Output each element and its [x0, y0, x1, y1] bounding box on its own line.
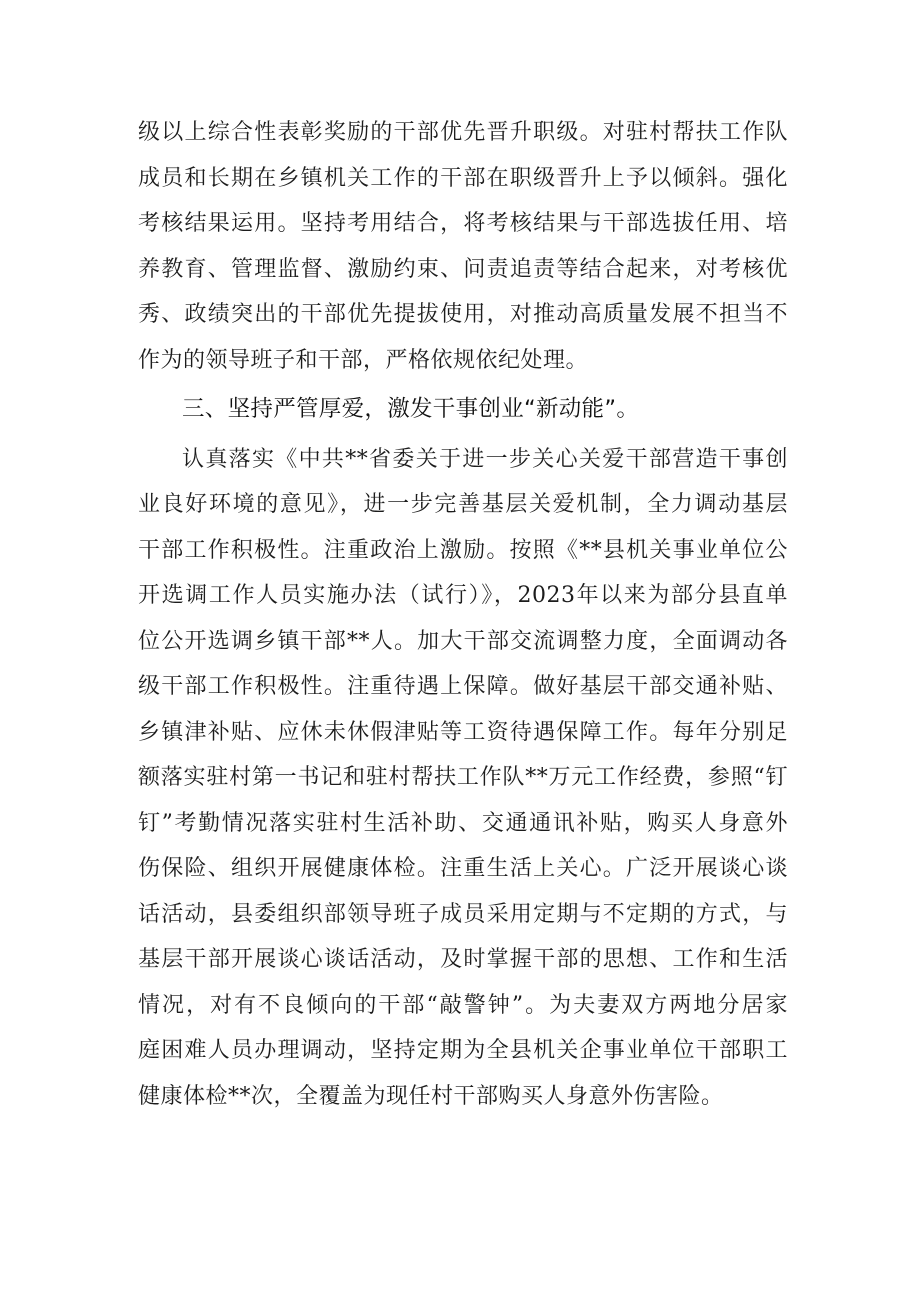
text-line: 位公开选调乡镇干部**人。加大干部交流调整力度，全面调动各: [138, 628, 788, 654]
text-line: 认真落实《中共**省委关于进一步关心关爱干部营造干事创: [182, 446, 788, 472]
text-line: 考核结果运用。坚持考用结合，将考核结果与干部选拔任用、培: [138, 211, 788, 236]
text-line: 健康体检**次，全覆盖为现任村干部购买人身意外伤害险。: [138, 1083, 724, 1109]
text-line: 开选调工作人员实施办法（试行）》，2023年以来为部分县直单: [138, 583, 788, 608]
text-line: 级以上综合性表彰奖励的干部优先晋升职级。对驻村帮扶工作队: [138, 120, 788, 145]
text-line: 额落实驻村第一书记和驻村帮扶工作队**万元工作经费，参照“钉: [138, 765, 788, 790]
text-line: 情况，对有不良倾向的干部“敲警钟”。为夫妻双方两地分居家: [138, 992, 788, 1018]
text-line: 伤保险、组织开展健康体检。注重生活上关心。广泛开展谈心谈: [138, 856, 788, 881]
document-body: [138, 110, 788, 1119]
text-line: 基层干部开展谈心谈话活动，及时掌握干部的思想、工作和生活: [138, 947, 788, 972]
text-line: 业良好环境的意见》，进一步完善基层关爱机制，全力调动基层: [138, 492, 788, 517]
text-line: 话活动，县委组织部领导班子成员采用定期与不定期的方式，与: [138, 901, 788, 927]
paragraph-care: [138, 437, 788, 1120]
text-line: 乡镇津补贴、应休未休假津贴等工资待遇保障工作。每年分别足: [138, 719, 788, 745]
text-line: 成员和长期在乡镇机关工作的干部在职级晋升上予以倾斜。强化: [138, 165, 788, 191]
text-line: 养教育、管理监督、激励约束、问责追责等结合起来，对考核优: [138, 256, 788, 282]
text-line: 钉”考勤情况落实驻村生活补助、交通通讯补贴，购买人身意外: [138, 810, 788, 836]
text-line: 作为的领导班子和干部，严格依规依纪处理。: [138, 347, 589, 373]
text-line: 级干部工作积极性。注重待遇上保障。做好基层干部交通补贴、: [138, 674, 788, 699]
text-line: 庭困难人员办理调动，坚持定期为全县机关企事业单位干部职工: [138, 1038, 788, 1063]
text-line: 秀、政绩突出的干部优先提拔使用，对推动高质量发展不担当不: [138, 302, 788, 327]
text-line: 干部工作积极性。注重政治上激励。按照《**县机关事业单位公: [138, 537, 788, 563]
section-heading: 三、坚持严管厚爱，激发干事创业“新动能”。: [182, 396, 640, 422]
paragraph-awards: [138, 110, 788, 383]
